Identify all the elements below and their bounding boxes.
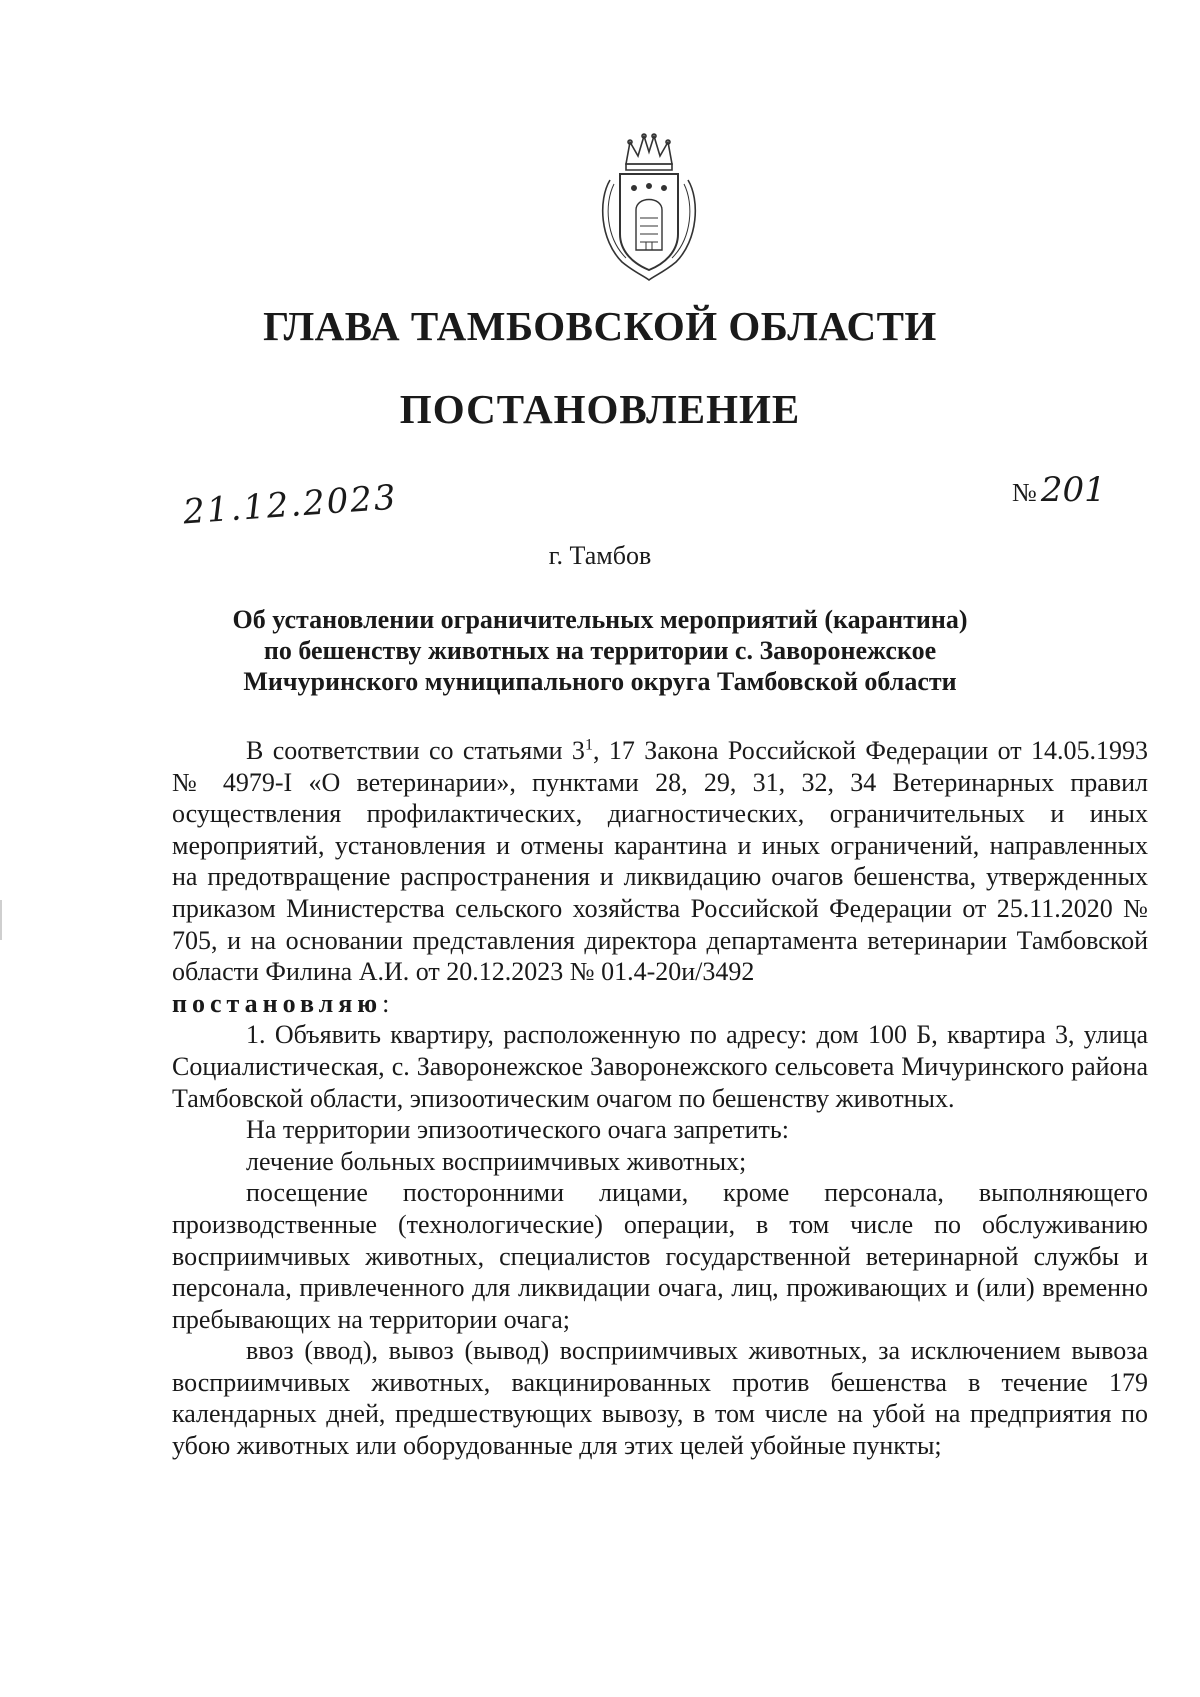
article-superscript: 1 [584,736,593,754]
body-paragraph: ввоз (ввод), вывоз (вывод) восприимчивых животных, за исключением вывоза восприимчивых животных, вакцинированных против бешенства в течение 179 календарных дней, предшествующих вывозу, в том числе на убой на предприятия по убою животных или оборудованные для этих целей убойные пункты; [172,1336,1148,1461]
document-date: 21.12.2023 [181,477,399,533]
document-body [172,735,1148,1462]
issuing-authority: ГЛАВА ТАМБОВСКОЙ ОБЛАСТИ [263,303,937,349]
title-line: по бешенству животных на территории с. Заворонежское [263,636,937,665]
issue-city: г. Тамбов [548,541,652,570]
preamble-text: , 17 Закона Российской Федерации от 14.05.1993 № 4979-I «О ветеринарии», пунктами 28, 29, 31, 32, 34 Ветеринарных правил осуществления профилактических, диагностических, ограничительных и иных мероприятий, установления и отмены карантина и иных ограничений, направленных на предотвращение распространения и ликвидацию очагов бешенства, утвержденных приказом Министерства сельского хозяйства Российской Федерации от 25.11.2020 № 705, и на основании представления директора департамента ветеринарии Тамбовской области Филина А.И. от 20.12.2023 № 01.4-20и/3492 [172,736,1148,987]
resolve-colon: : [382,988,390,1018]
body-paragraph: 1. Объявить квартиру, расположенную по адресу: дом 100 Б, квартира 3, улица Социалистическая, с. Заворонежское Заворонежского сельсовета Мичуринского района Тамбовской области, эпизоотическим очагом по бешенству животных. [172,1020,1148,1113]
title-line: Мичуринского муниципального округа Тамбовской области [243,667,957,696]
title-line: Об установлении ограничительных мероприятий (карантина) [232,605,968,634]
resolve-word: постановляю [172,988,383,1018]
scan-edge-mark [0,900,2,940]
coat-of-arms-icon [592,130,706,282]
number-value: 201 [1040,470,1106,510]
resolve-line [172,988,1148,1020]
document-type: ПОСТАНОВЛЕНИЕ [399,386,801,432]
document-title [200,604,1000,697]
document-number [1012,470,1106,510]
body-paragraph: На территории эпизоотического очага запретить: [246,1115,789,1145]
body-paragraph: лечение больных восприимчивых животных; [246,1146,747,1176]
body-paragraph: посещение посторонними лицами, кроме персонала, выполняющего производственные (технологические) операции, в том числе по обслуживанию восприимчивых животных, специалистов государственной ветеринарной службы и персонала, привлеченного для ликвидации очага, лиц, проживающих и (или) временно пребывающих на территории очага; [172,1178,1148,1334]
preamble-text: В соответствии со статьями 3 [246,736,585,765]
preamble-paragraph [172,735,1148,988]
number-sign: № [1012,478,1037,507]
